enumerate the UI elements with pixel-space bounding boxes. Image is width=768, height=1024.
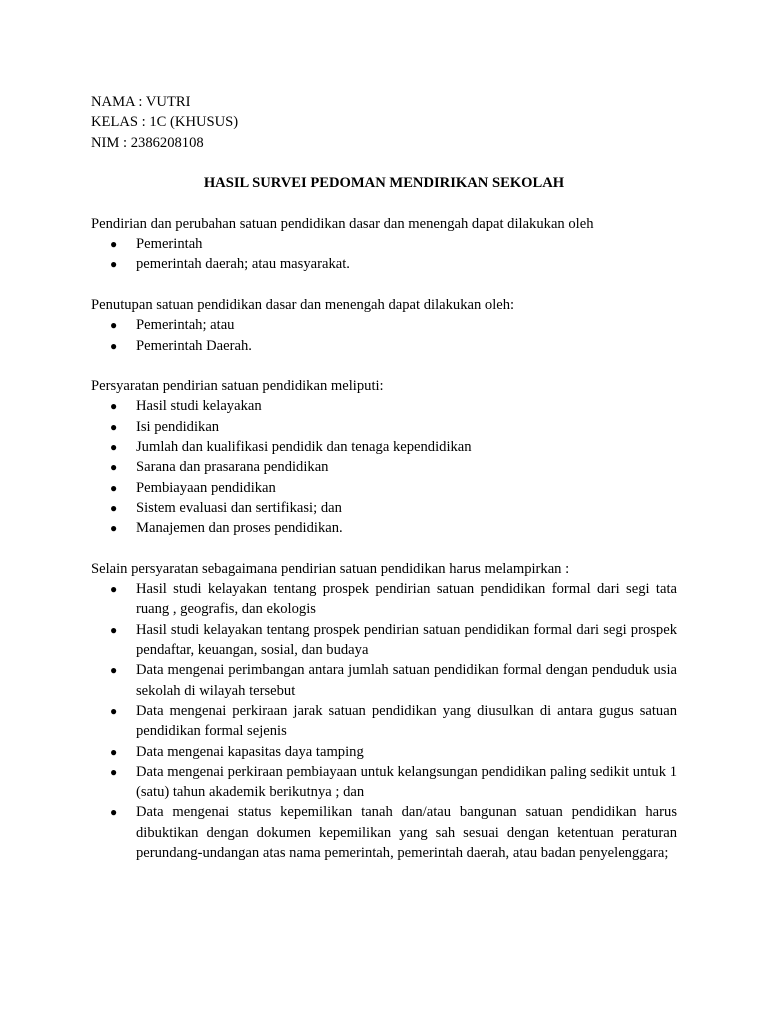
bullet-icon: ● (110, 318, 118, 333)
section-intro-penutupan: Penutupan satuan pendidikan dasar dan menengah dapat dilakukan oleh: (91, 296, 515, 313)
list-item: ● Jumlah dan kualifikasi pendidik dan tenaga kependidikan (91, 437, 677, 457)
bullet-icon: ● (110, 237, 118, 252)
list-item: ● Hasil studi kelayakan (91, 396, 677, 416)
bullet-icon: ● (110, 440, 118, 455)
section-intro-persyaratan: Persyaratan pendirian satuan pendidikan meliputi: (91, 378, 384, 395)
bullet-icon: ● (110, 764, 118, 779)
spacer (91, 275, 677, 295)
list-item: ● Pemerintah Daerah. (91, 336, 677, 356)
section-intro-pendirian: Pendirian dan perubahan satuan pendidikan dasar dan menengah dapat dilakukan oleh (91, 215, 594, 232)
list-item: ● Pembiayaan pendidikan (91, 478, 677, 498)
bullet-icon: ● (110, 703, 118, 718)
student-class: KELAS : 1C (KHUSUS) (91, 114, 239, 131)
spacer (91, 193, 677, 213)
list-item: ● Data mengenai perkiraan pembiayaan untuk kelangsungan pendidikan paling sedikit untuk 1 (satu) tahun akademik berikutnya ; dan (110, 763, 677, 801)
bullet-icon: ● (110, 744, 118, 759)
list-item: ● Pemerintah (91, 234, 677, 254)
spacer (91, 356, 677, 376)
bullet-icon: ● (110, 480, 118, 495)
bullet-icon: ● (110, 338, 118, 353)
bullet-icon: ● (110, 419, 118, 434)
list-item: ● Data mengenai status kepemilikan tanah dan/atau bangunan satuan pendidikan harus dibuktikan dengan dokumen kepemilikan yang sah sesuai dengan ketentuan peraturan perundang-undangan atas nama pemerintah, pemerintah daerah, atau badan penyelenggara; (110, 804, 677, 861)
document-title: HASIL SURVEI PEDOMAN MENDIRIKAN SEKOLAH (203, 175, 565, 192)
list-item: ● Sistem evaluasi dan sertifikasi; dan (91, 498, 677, 518)
student-id: NIM : 2386208108 (91, 134, 204, 151)
bullet-list-penutupan (91, 315, 677, 356)
bullet-icon: ● (110, 257, 118, 272)
list-item: ● Manajemen dan proses pendidikan. (91, 518, 677, 538)
list-item: ● Data mengenai perimbangan antara jumlah satuan pendidikan formal dengan penduduk usia sekolah di wilayah tersebut (110, 662, 677, 699)
spacer (91, 539, 677, 559)
bullet-list-pendirian (91, 234, 677, 275)
bullet-icon: ● (110, 521, 118, 536)
document-page (91, 92, 677, 863)
list-item: ● Data mengenai kapasitas daya tamping (91, 742, 677, 762)
bullet-list-persyaratan (91, 396, 677, 538)
list-item: ● pemerintah daerah; atau masyarakat. (91, 254, 677, 274)
bullet-icon: ● (110, 399, 118, 414)
bullet-icon: ● (110, 663, 118, 678)
bullet-icon: ● (110, 582, 118, 597)
list-item: ● Data mengenai perkiraan jarak satuan pendidikan yang diusulkan di antara gugus satuan pendidikan formal sejenis (110, 702, 677, 740)
bullet-icon: ● (110, 500, 118, 515)
list-item: ● Sarana dan prasarana pendidikan (91, 457, 677, 477)
student-name: NAMA : VUTRI (91, 94, 191, 110)
bullet-icon: ● (110, 805, 118, 820)
bullet-list-lampiran (91, 579, 677, 863)
list-item: ● Isi pendidikan (91, 417, 677, 437)
section-intro-lampiran: Selain persyaratan sebagaimana pendirian satuan pendidikan harus melampirkan : (91, 560, 570, 577)
bullet-icon: ● (110, 622, 118, 637)
list-item: ● Pemerintah; atau (91, 315, 677, 335)
spacer (91, 153, 677, 173)
list-item: ● Hasil studi kelayakan tentang prospek pendirian satuan pendidikan formal dari segi prospek pendaftar, keuangan, sosial, dan budaya (110, 621, 677, 659)
bullet-icon: ● (110, 460, 118, 475)
list-item: ● Hasil studi kelayakan tentang prospek pendirian satuan pendidikan formal dari segi tata ruang , geografis, dan ekologis (110, 581, 677, 618)
